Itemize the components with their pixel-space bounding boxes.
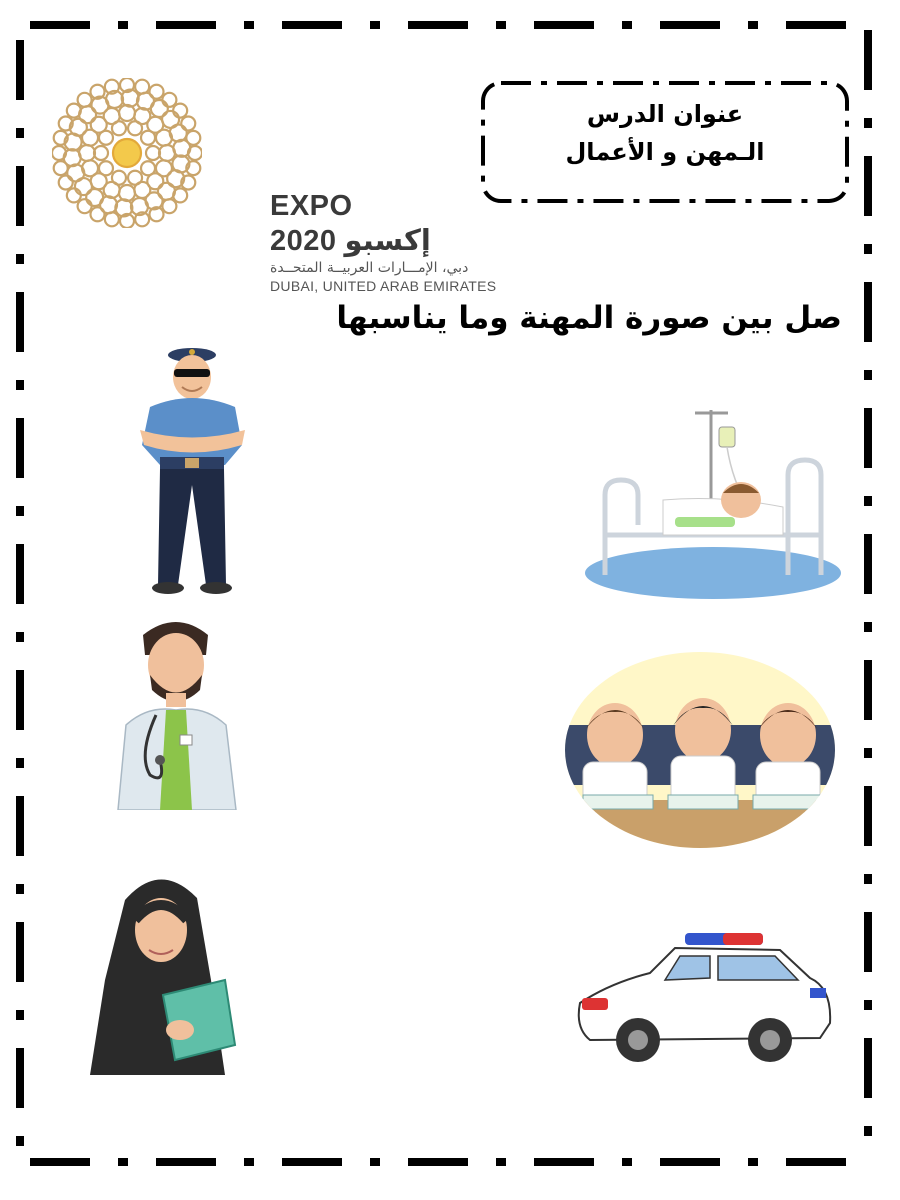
teacher-image[interactable] (85, 870, 240, 1075)
emblem-ring-circle (170, 125, 187, 142)
emblem-ring-circle (78, 93, 92, 107)
emblem-ring-circle (162, 199, 176, 213)
doctor-image[interactable] (108, 615, 243, 810)
emblem-ring-circle (119, 185, 135, 201)
emblem-ring-circle (151, 100, 168, 117)
emblem-ring-circle (135, 80, 149, 94)
emblem-ring-circle (67, 164, 84, 181)
emblem-ring-circle (186, 131, 200, 145)
lesson-title (480, 95, 850, 171)
emblem-ring-circle (59, 176, 73, 190)
emblem-ring-circle (150, 85, 164, 99)
emblem-ring-circle (119, 105, 135, 121)
emblem-ring-circle (181, 116, 195, 130)
emblem-ring-circle (67, 188, 81, 202)
emblem-ring-circle (173, 188, 187, 202)
expo-title-ar: إكسبو (344, 223, 431, 257)
emblem-ring-circle (146, 146, 160, 160)
expo-subtitle-ar: دبي، الإمـــارات العربيــة المتحــدة (270, 260, 469, 276)
instruction-text: صل بين صورة المهنة وما يناسبها (336, 300, 842, 336)
expo-title: EXPO 2020 (270, 190, 353, 257)
emblem-ring-circle (78, 199, 92, 213)
police-officer-image[interactable] (130, 345, 255, 600)
expo-subtitle-en: DUBAI, UNITED ARAB EMIRATES (270, 278, 497, 294)
hospital-bed-image[interactable] (583, 405, 843, 600)
emblem-ring-circle (86, 189, 103, 206)
students-reading-image[interactable] (563, 650, 838, 850)
emblem-ring-circle (54, 161, 68, 175)
emblem-ring-circle (162, 93, 176, 107)
expo-logo (52, 78, 497, 294)
police-car-image[interactable] (570, 928, 835, 1078)
emblem-ring-circle (173, 104, 187, 118)
emblem-ring-circle (67, 104, 81, 118)
emblem-ring-circle (90, 207, 104, 221)
expo-emblem-icon (52, 78, 202, 228)
lesson-label: عنوان الدرس (586, 100, 744, 128)
lesson-topic: الـمهن و الأعمال (565, 138, 765, 166)
emblem-ring-circle (105, 212, 119, 226)
